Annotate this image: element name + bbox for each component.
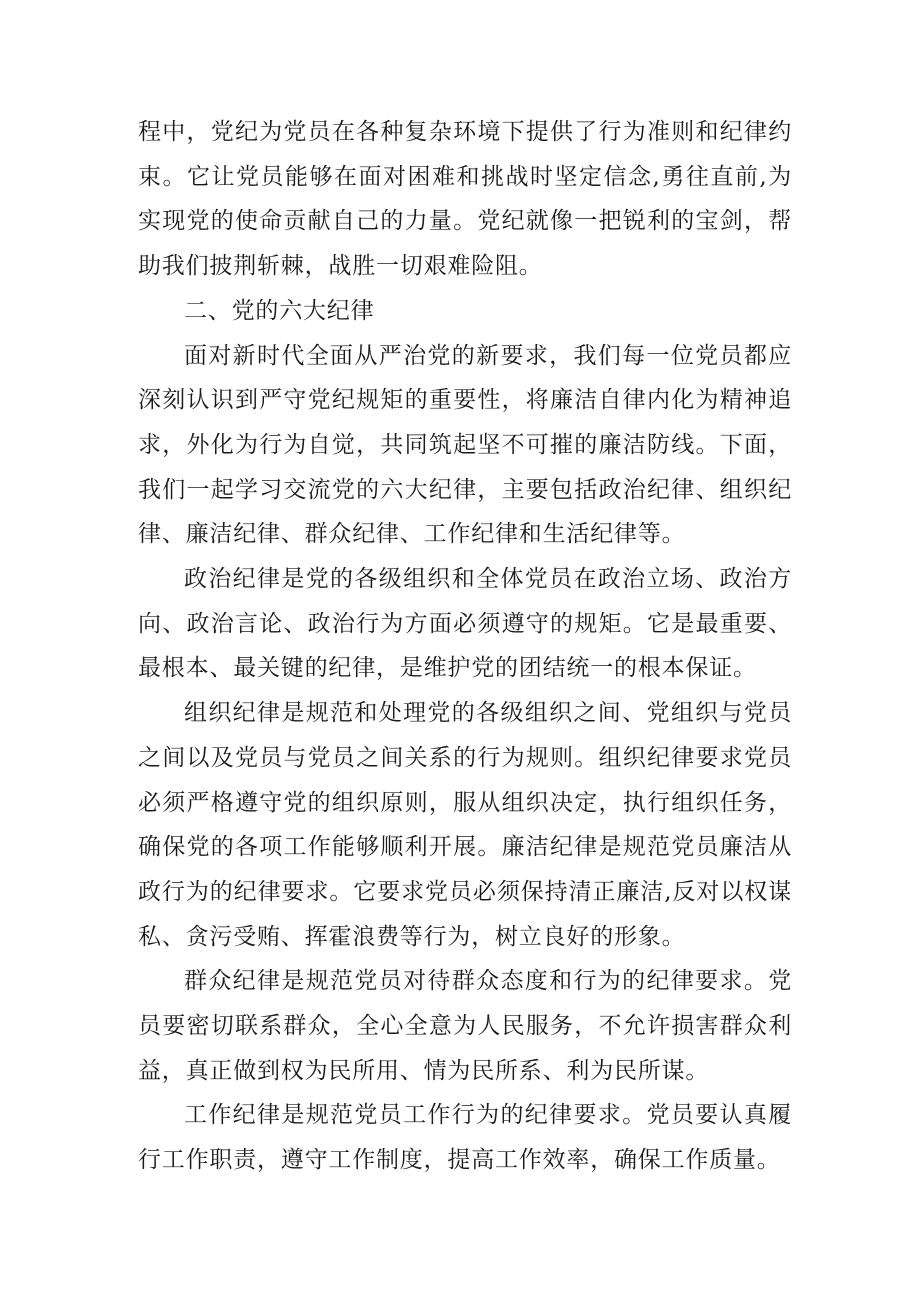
paragraph-continuation: 程中，党纪为党员在各种复杂环境下提供了行为准则和纪律约束。它让党员能够在面对困难和挑战时坚定信念,勇往直前,为实现党的使命贡献自己的力量。党纪就像一把锐利的宝剑，帮助我们披荆斩棘，战胜一切艰难险阻。 [138, 119, 792, 280]
paragraph-organizational-discipline: 组织纪律是规范和处理党的各级组织之间、党组织与党员之间以及党员与党员之间关系的行为规则。组织纪律要求党员必须严格遵守党的组织原则，服从组织决定，执行组织任务，确保党的各项工作能够顺利开展。廉洁纪律是规范党员廉洁从政行为的纪律要求。它要求党员必须保持清正廉洁,反对以权谋私、贪污受贿、挥霍浪费等行为，树立良好的形象。 [138, 700, 792, 950]
section-heading: 二、党的六大纪律 [184, 297, 375, 324]
paragraph-mass-discipline: 群众纪律是规范党员对待群众态度和行为的纪律要求。党员要密切联系群众，全心全意为人民服务，不允许损害群众利益，真正做到权为民所用、情为民所系、利为民所谋。 [138, 968, 792, 1084]
paragraph-intro: 面对新时代全面从严治党的新要求，我们每一位党员都应深刻认识到严守党纪规矩的重要性，将廉洁自律内化为精神追求，外化为行为自觉，共同筑起坚不可摧的廉洁防线。下面，我们一起学习交流党的六大纪律，主要包括政治纪律、组织纪律、廉洁纪律、群众纪律、工作纪律和生活纪律等。 [138, 342, 792, 548]
document-body [138, 110, 792, 1183]
paragraph-work-discipline: 工作纪律是规范党员工作行为的纪律要求。党员要认真履行工作职责，遵守工作制度，提高工作效率，确保工作质量。 [138, 1102, 792, 1174]
paragraph-political-discipline: 政治纪律是党的各级组织和全体党员在政治立场、政治方向、政治言论、政治行为方面必须遵守的规矩。它是最重要、最根本、最关键的纪律，是维护党的团结统一的根本保证。 [138, 566, 792, 682]
